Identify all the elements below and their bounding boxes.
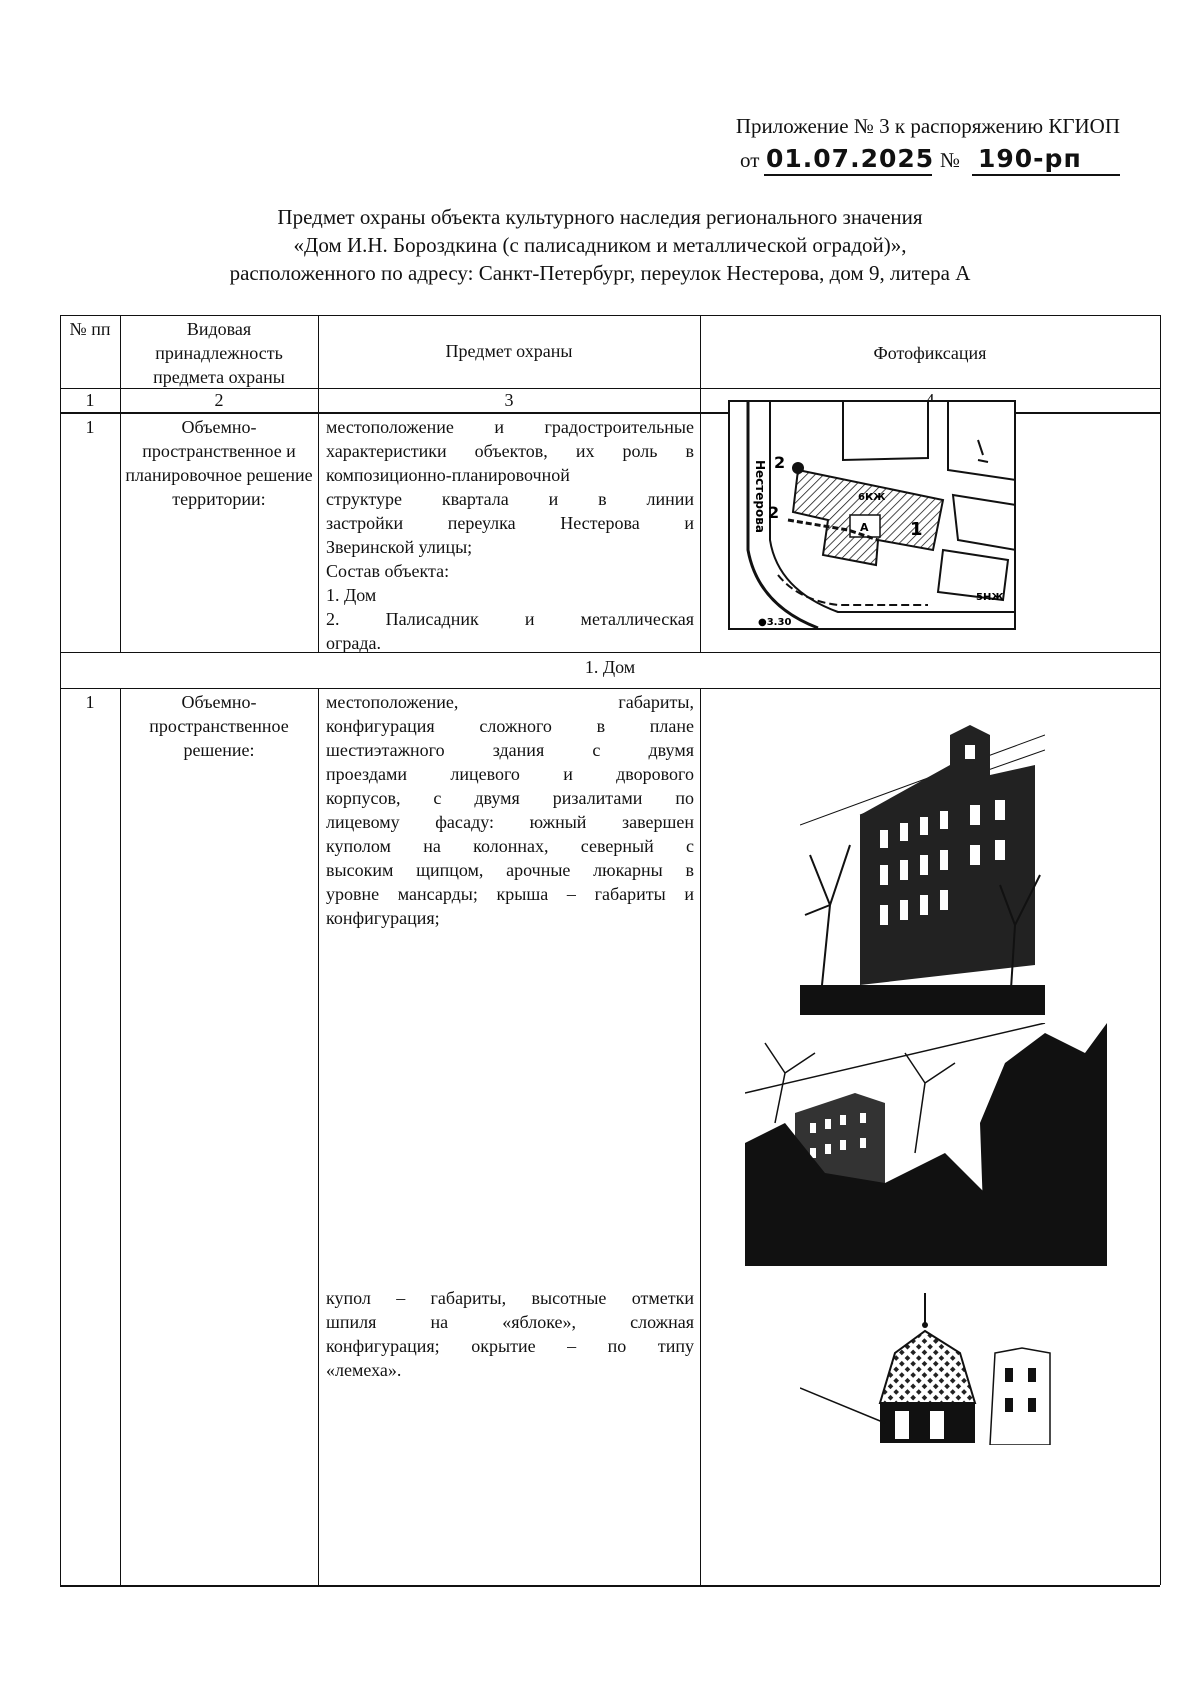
row1-description: [326, 415, 694, 655]
header-col-type: Видовая принадлежность предмета охраны: [153, 319, 285, 387]
row1-desc-line: 2. Палисадник и металлическая: [326, 609, 694, 629]
row2-description-1: [326, 690, 694, 930]
map-lane-label: Нестерова: [753, 460, 767, 533]
street-view-photo: [745, 1023, 1107, 1266]
section-row-border: [60, 688, 1160, 689]
row1-type: Объемно-пространственное и планировочное решение территории:: [125, 417, 313, 509]
row1-desc-line: местоположение и градостроительные: [326, 417, 694, 437]
row2-desc-line: высоким щипцом, арочные люкарны в: [326, 860, 694, 880]
row1-desc-line: структуре квартала и в линии: [326, 489, 694, 509]
document-title: [80, 203, 1120, 287]
row1-desc-line: ограда.: [326, 633, 382, 653]
map-letter-a: А: [860, 521, 869, 534]
row2-dome-line: «лемеха».: [326, 1360, 402, 1380]
number-underline: [972, 174, 1120, 176]
colnum-1: 1: [85, 390, 95, 410]
handwritten-number: 190-рп: [978, 144, 1082, 173]
colnum-2: 2: [214, 390, 224, 410]
row2-desc-line: конфигурация;: [326, 908, 440, 928]
appendix-label: Приложение № 3 к распоряжению КГИОП: [735, 114, 1120, 138]
number-prefix: №: [940, 148, 961, 172]
header-col-subject: Предмет охраны: [445, 341, 573, 361]
left-border: [60, 315, 61, 1585]
row2-desc-line: лицевому фасаду: южный завершен: [326, 812, 694, 832]
table-bottom-border: [60, 1585, 1160, 1587]
section-title-dom: 1. Дом: [584, 657, 636, 677]
building-facade-photo: [800, 705, 1045, 1015]
map-number-2-top: 2: [774, 453, 786, 472]
site-plan-map: [728, 400, 1016, 630]
row2-description-2: [326, 1286, 694, 1382]
date-underline: [764, 174, 932, 176]
row1-desc-line: 1. Дом: [326, 585, 377, 605]
protection-table: [60, 315, 1160, 1585]
col2-divider-top: [318, 315, 319, 652]
row2-desc-line: местоположение, габариты,: [326, 692, 694, 712]
header-col-photo: Фотофиксация: [873, 343, 987, 363]
col2-divider-bottom: [318, 688, 319, 1585]
row2-type: Объемно-пространственное решение:: [149, 692, 289, 760]
date-prefix: от: [740, 148, 760, 172]
map-floors-label: 6КЖ: [858, 492, 886, 503]
row1-desc-line: характеристики объектов, их роль в: [326, 441, 694, 461]
col3-divider-bottom: [700, 688, 701, 1585]
row1-desc-line: застройки переулка Нестерова и: [326, 513, 694, 533]
row2-desc-line: конфигурация сложного в плане: [326, 716, 694, 736]
right-border: [1160, 315, 1161, 1585]
appendix-heading: [600, 112, 1120, 140]
title-line-3: расположенного по адресу: Санкт-Петербург, переулок Нестерова, дом 9, литера А: [229, 261, 971, 285]
colnum-3: 3: [504, 390, 514, 410]
row1-desc-line: композиционно-планировочной: [326, 465, 570, 485]
col1-divider-bottom: [120, 688, 121, 1585]
row1-desc-line: Зверинской улицы;: [326, 537, 473, 557]
row2-desc-line: проездами лицевого и дворового: [326, 764, 694, 784]
title-line-2: «Дом И.Н. Бороздкина (с палисадником и металлической оградой)»,: [293, 233, 907, 257]
row2-desc-line: шестиэтажного здания с двумя: [326, 740, 694, 760]
dome-detail-photo: [800, 1293, 1052, 1445]
map-number-2-bottom: 2: [768, 503, 780, 522]
row2-desc-line: корпусов, с двумя ризалитами по: [326, 788, 694, 808]
row2-desc-line: уровне мансарды; крыша – габариты и: [326, 884, 694, 904]
site-plan-svg: [728, 400, 1016, 630]
order-reference: [740, 146, 1120, 182]
map-elevation-label: ●3.30: [758, 617, 792, 628]
col1-divider-top: [120, 315, 121, 652]
row2-dome-line: шпиля на «яблоке», сложная: [326, 1312, 694, 1332]
table-top-border: [60, 315, 1160, 316]
row1-desc-line: Состав объекта:: [326, 561, 450, 581]
col3-divider-top: [700, 315, 701, 652]
handwritten-date: 01.07.2025: [766, 144, 935, 173]
row2-desc-line: куполом на колоннах, северный с: [326, 836, 694, 856]
map-number-1: 1: [910, 519, 923, 540]
map-floors-label-2: 5НЖ: [976, 592, 1004, 603]
row2-dome-line: купол – габариты, высотные отметки: [326, 1288, 694, 1308]
row2-dome-line: конфигурация; окрытие – по типу: [326, 1336, 694, 1356]
row1-number: 1: [85, 417, 95, 437]
header-col-number: № пп: [69, 319, 111, 339]
row2-number: 1: [85, 692, 95, 712]
title-line-1: Предмет охраны объекта культурного наследия регионального значения: [277, 205, 923, 229]
